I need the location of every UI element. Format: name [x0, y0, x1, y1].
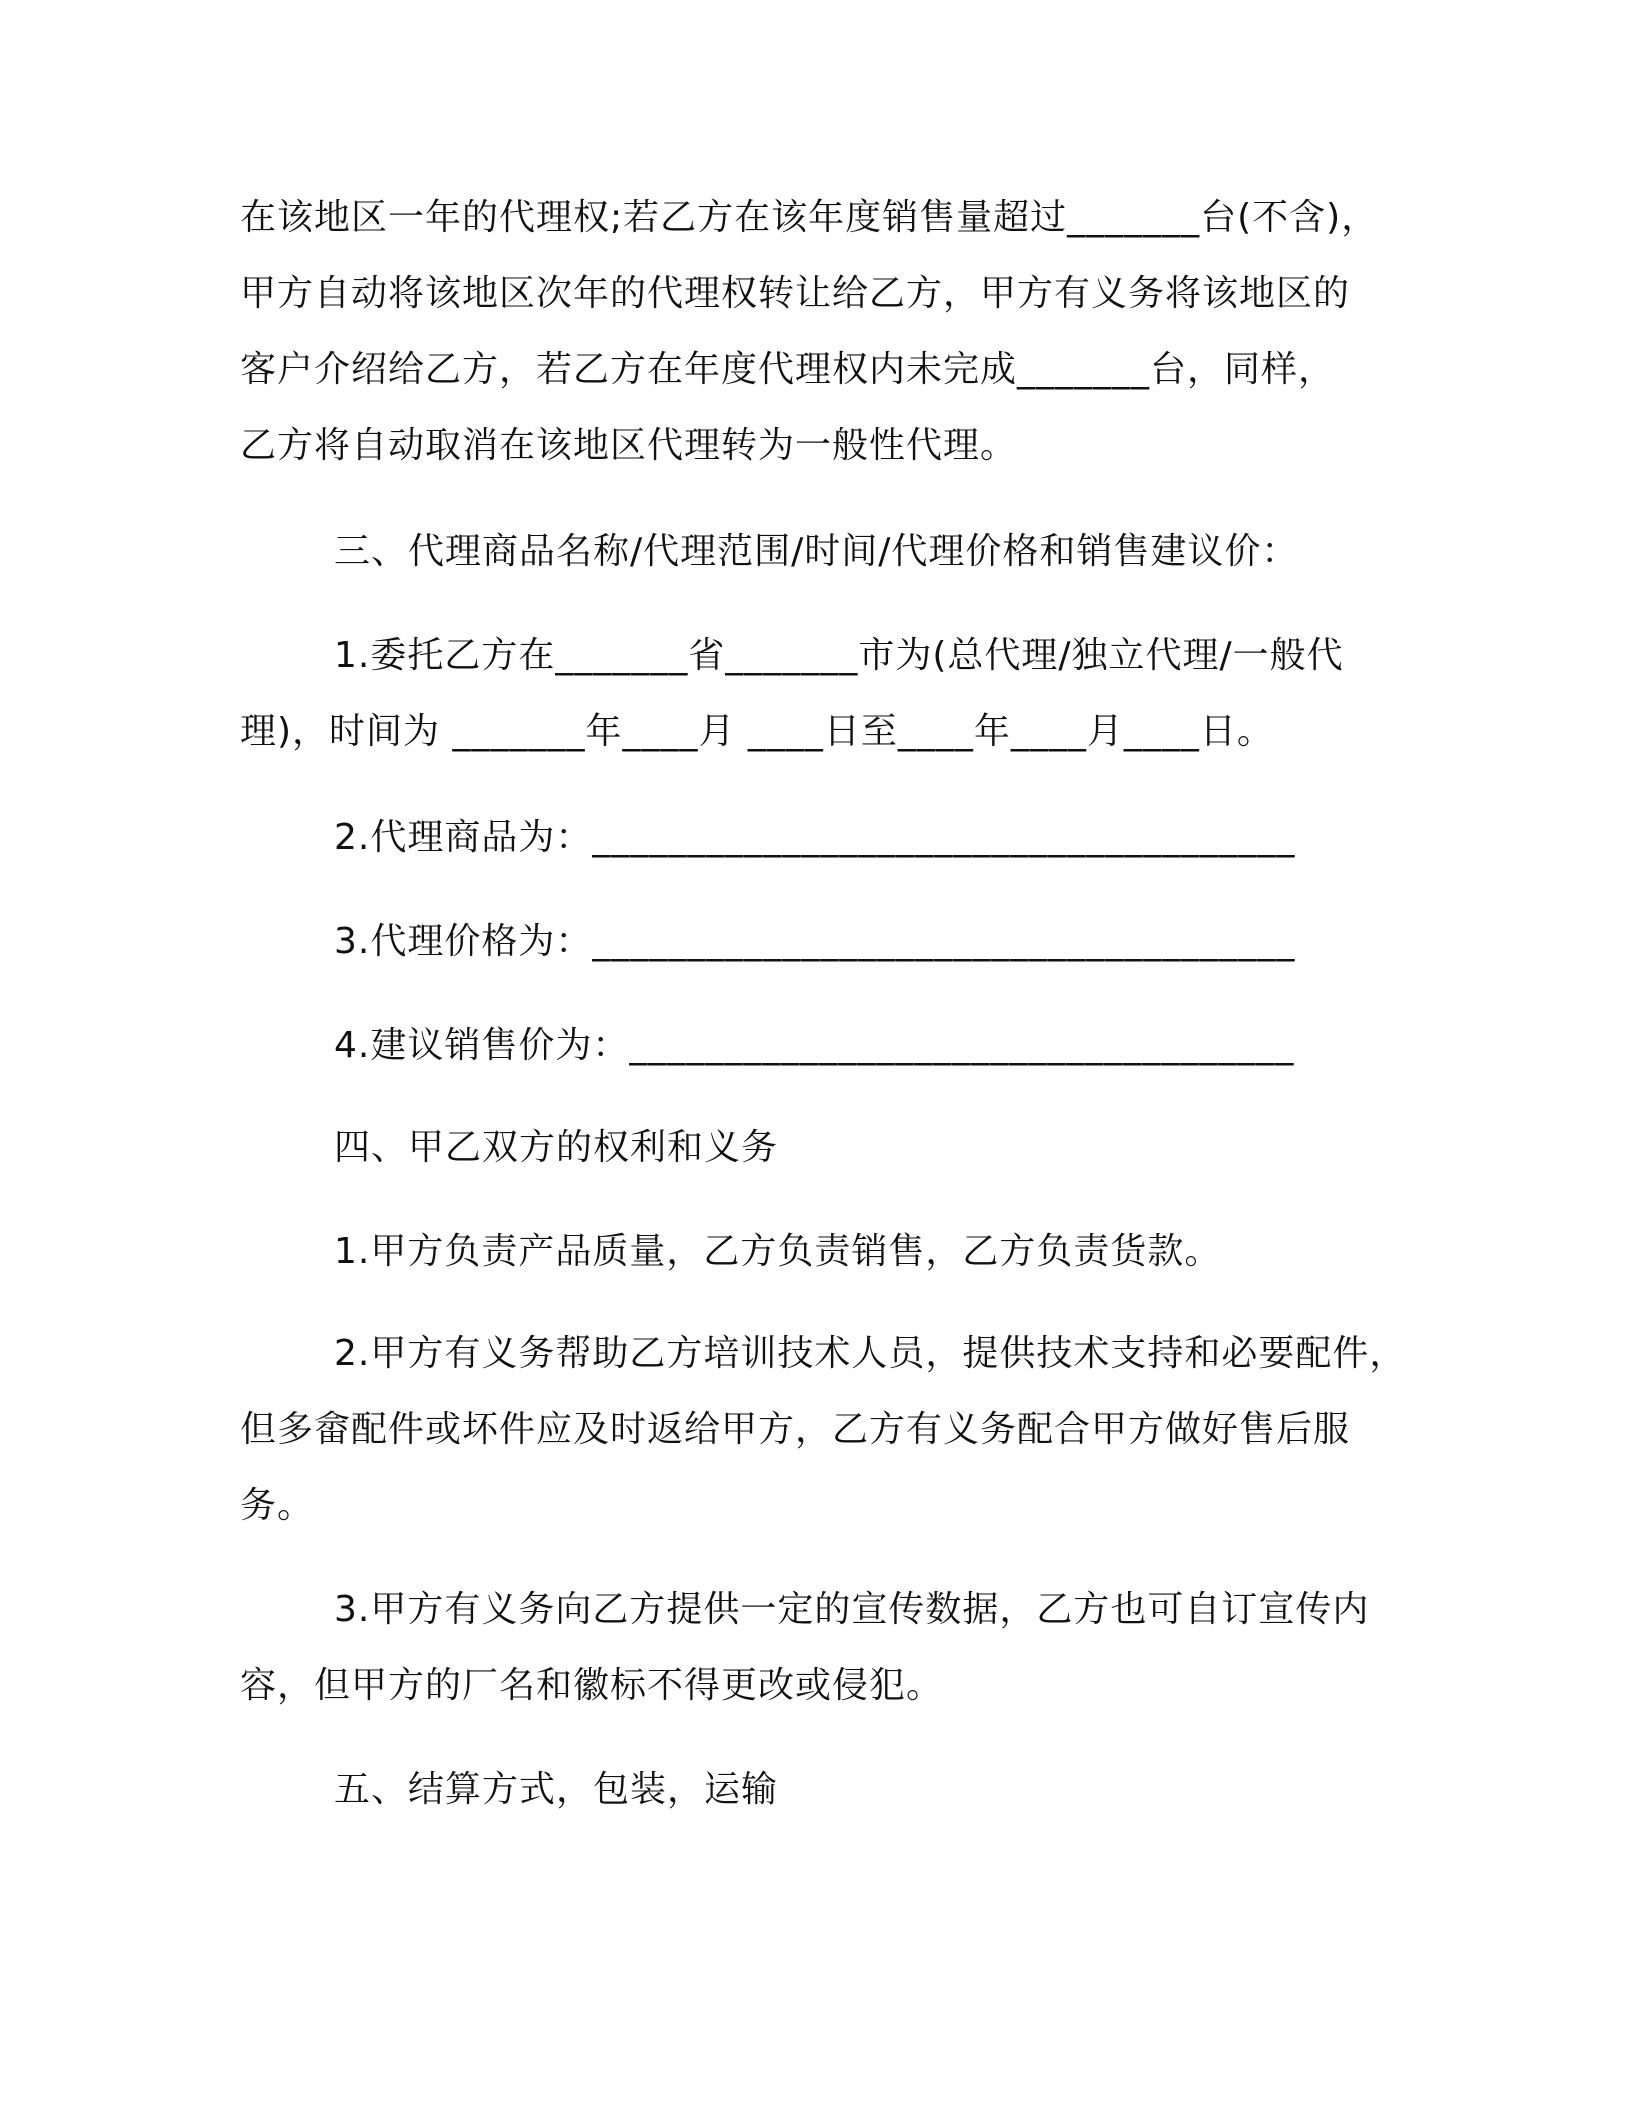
- clause-line: 3.代理价格为：_____________________________________: [334, 921, 1296, 962]
- paragraph-line: 在该地区一年的代理权;若乙方在该年度销售量超过_______台(不含)，: [240, 197, 1379, 238]
- clause-line: 容，但甲方的厂名和徽标不得更改或侵犯。: [240, 1665, 944, 1706]
- clause-line: 但多畲配件或坏件应及时返给甲方，乙方有义务配合甲方做好售后服: [240, 1409, 1351, 1450]
- clause-line: 4.建议销售价为：___________________________________: [334, 1025, 1295, 1066]
- paragraph-line: 乙方将自动取消在该地区代理转为一般性代理。: [240, 425, 1018, 466]
- clause-line: 1.委托乙方在_______省_______市为(总代理/独立代理/一般代: [334, 635, 1344, 676]
- clause-line: 2.代理商品为：_____________________________________: [334, 817, 1296, 858]
- section-heading: 四、甲乙双方的权利和义务: [334, 1127, 779, 1168]
- paragraph-line: 客户介绍给乙方，若乙方在年度代理权内未完成_______台，同样，: [240, 349, 1336, 390]
- paragraph-line: 甲方自动将该地区次年的代理权转让给乙方，甲方有义务将该地区的: [240, 273, 1351, 314]
- clause-line: 理)，时间为 _______年____月 ____日至____年____月____日。: [240, 711, 1274, 752]
- clause-line: 3.甲方有义务向乙方提供一定的宣传数据，乙方也可自订宣传内: [334, 1589, 1370, 1630]
- section-heading: 三、代理商品名称/代理范围/时间/代理价格和销售建议价：: [334, 531, 1299, 572]
- clause-line: 务。: [240, 1485, 315, 1526]
- section-heading: 五、结算方式，包装，运输: [334, 1769, 779, 1810]
- clause-line: 2.甲方有义务帮助乙方培训技术人员，提供技术支持和必要配件，: [334, 1333, 1407, 1374]
- clause-line: 1.甲方负责产品质量，乙方负责销售，乙方负责货款。: [334, 1231, 1222, 1272]
